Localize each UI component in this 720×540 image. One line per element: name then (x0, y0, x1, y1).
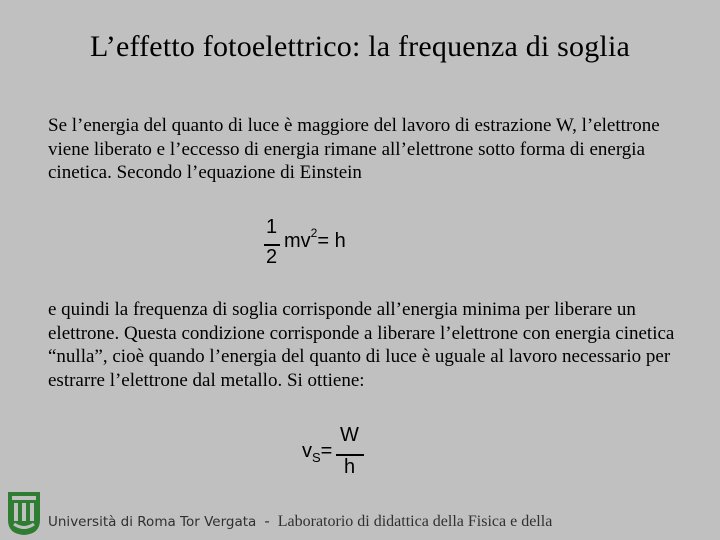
fraction-denominator-h: h (344, 456, 356, 478)
footer-lab: Laboratorio di didattica della Fisica e della (277, 513, 553, 530)
kinetic-term: mv (284, 230, 311, 252)
paragraph-threshold: e quindi la frequenza di soglia corrisponde all’energia minima per liberare un elettrone. Questa condizione corrisponde a liberare l’elettrone con energia cinetica “nulla”, cioè quando l’energia del quanto di luce è uguale al lavoro necessario per estrarre l’elettrone dal metallo. Si ottiene: (48, 299, 675, 391)
paragraph-intro: Se l’energia del quanto di luce è maggiore del lavoro di estrazione W, l’elettrone viene liberato e l’eccesso di energia rimane all’elettrone sotto forma di energia cinetica. Secondo l’equazione di Einstein (48, 115, 660, 183)
footer (48, 512, 552, 531)
equation-rhs (284, 226, 346, 253)
fraction-denominator: 2 (266, 246, 278, 268)
exponent: 2 (310, 226, 318, 241)
footer-university: Università di Roma Tor Vergata (48, 514, 257, 530)
fraction-numerator: 1 (266, 216, 278, 238)
equals-sign: = (320, 440, 333, 462)
nu-symbol: v (302, 440, 312, 462)
subscript-s: S (312, 450, 321, 465)
fraction-numerator-w: W (340, 424, 359, 446)
footer-separator: - (264, 512, 270, 530)
equals-h: = h (317, 230, 346, 252)
slide-title: L’effetto fotoelettrico: la frequenza di soglia (89, 30, 631, 63)
university-logo-icon (6, 490, 42, 536)
equation-lhs (302, 440, 332, 463)
